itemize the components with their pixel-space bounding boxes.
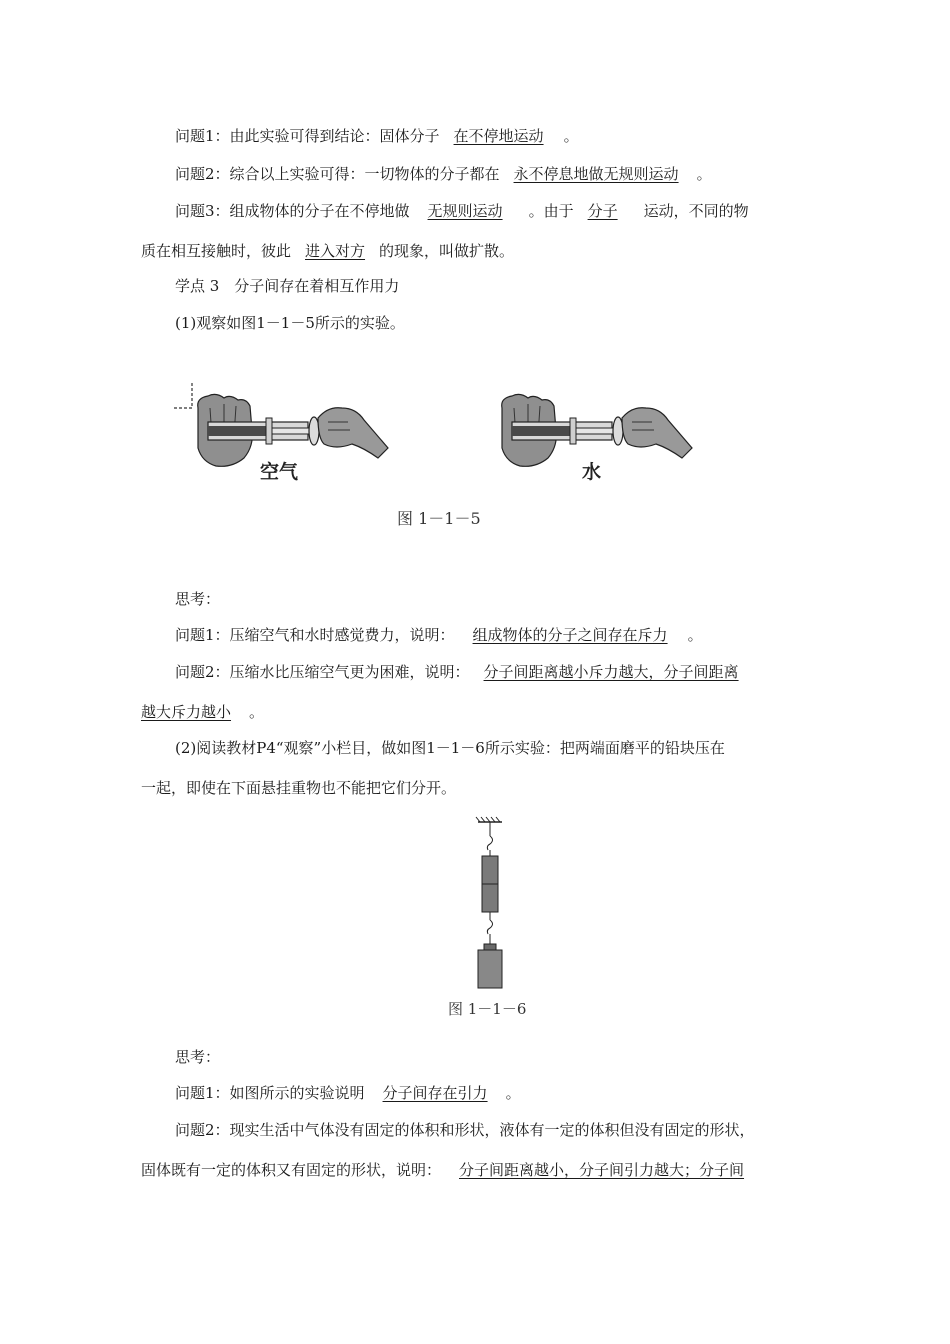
answer-blank: 分子间距离越小，分子间引力越大；分子间 [459,1161,745,1179]
question-line: 问题3：组成物体的分子在不停地做 无规则运动 。由于 分子 运动，不同的物 [175,202,749,220]
question-line: 问题2：综合以上实验可得：一切物体的分子都在 永不停息地做无规则运动 。 [175,165,712,183]
answer-blank: 越大斥力越小 [141,703,232,721]
label-water: 水 [582,461,602,483]
think-heading: 思考： [175,1048,221,1066]
question-line: 越大斥力越小 。 [141,703,265,721]
question-line: 问题1：压缩空气和水时感觉费力，说明： 组成物体的分子之间存在斥力 。 [175,626,703,644]
question-line: 质在相互接触时，彼此 进入对方 的现象，叫做扩散。 [141,242,515,260]
question-line: 问题2：压缩水比压缩空气更为困难，说明： 分子间距离越小斥力越大，分子间距离 [175,663,739,681]
question-line: 问题1：由此实验可得到结论：固体分子 在不停地运动 。 [175,127,579,145]
figure-1-1-5 [168,378,728,488]
label-air: 空气 [260,461,299,483]
weight-hook [487,912,492,944]
answer-blank: 在不停地运动 [453,127,544,145]
syringe-hand-right [502,394,692,466]
instruction-line: (1)观察如图1－1－5所示的实验。 [175,314,405,332]
answer-blank: 分子间距离越小斥力越大，分子间距离 [483,663,739,681]
ceiling-hook [476,817,502,856]
section-heading: 学点 3 分子间存在着相互作用力 [175,277,400,295]
think-heading: 思考： [175,590,221,608]
lead-block-bottom [482,884,498,912]
answer-blank: 进入对方 [305,242,366,260]
hanging-weight [478,950,502,988]
answer-blank: 永不停息地做无规则运动 [513,165,679,183]
instruction-line: 一起，即使在下面悬挂重物也不能把它们分开。 [141,779,457,797]
figure-caption: 图 1－1－5 [397,509,481,528]
figure-1-1-6 [460,816,520,992]
answer-blank: 组成物体的分子之间存在斥力 [472,626,668,644]
question-line: 问题2：现实生活中气体没有固定的体积和形状，液体有一定的体积但没有固定的形状， [175,1121,755,1139]
question-line: 问题1：如图所示的实验说明 分子间存在引力 。 [175,1084,521,1102]
instruction-line: (2)阅读教材P4“观察”小栏目，做如图1－1－6所示实验：把两端面磨平的铅块压在 [175,739,725,757]
question-line: 固体既有一定的体积又有固定的形状，说明： 分子间距离越小，分子间引力越大；分子间 [141,1161,745,1179]
figure-caption: 图 1－1－6 [448,1000,527,1018]
syringe-hand-left [198,394,388,466]
lead-block-top [482,856,498,884]
answer-blank: 分子 [587,202,618,220]
answer-blank: 分子间存在引力 [382,1084,488,1102]
answer-blank: 无规则运动 [427,202,503,220]
weight-top [484,944,496,950]
